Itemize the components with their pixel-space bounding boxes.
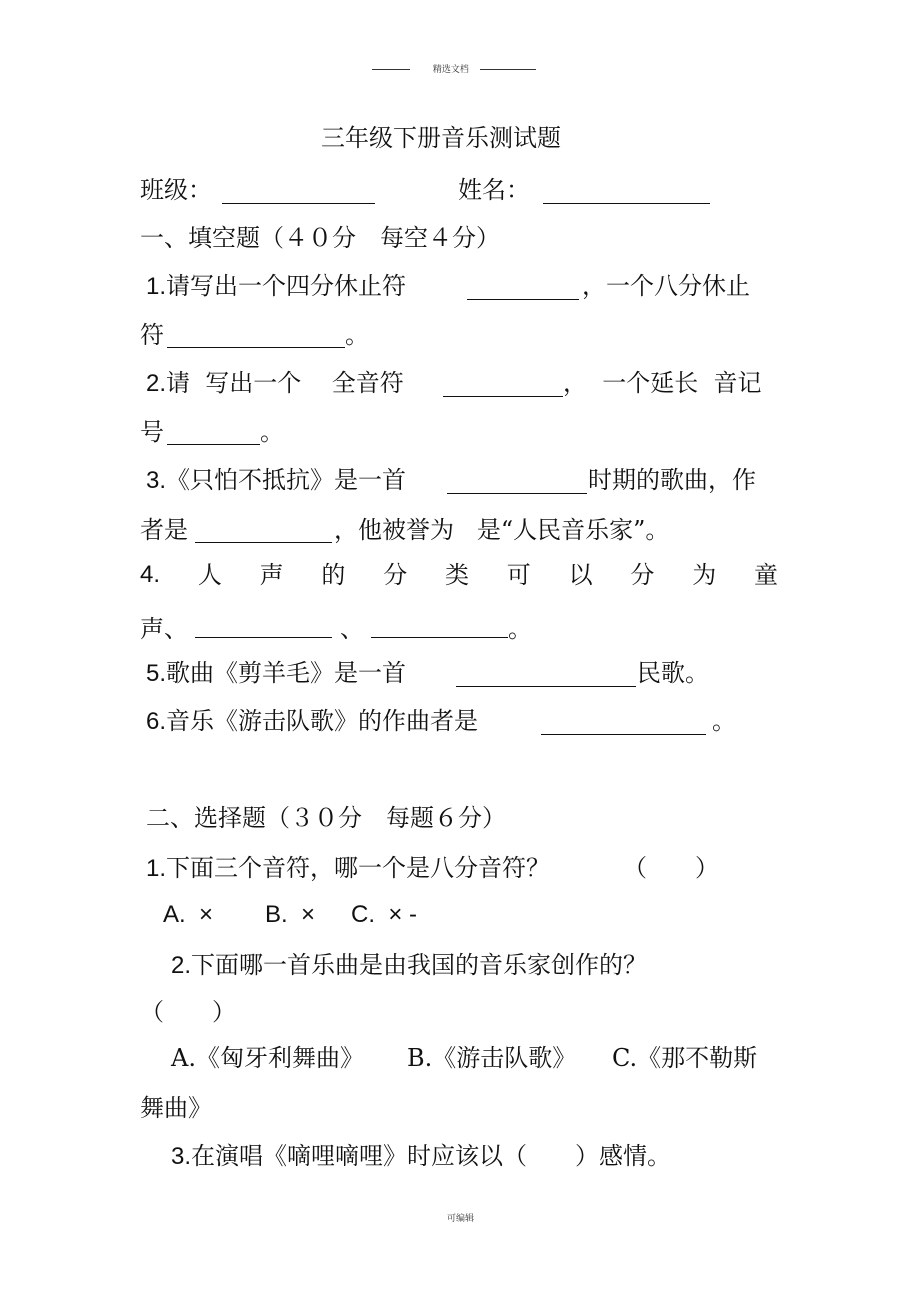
s2-q3-line1	[171, 1144, 671, 1169]
header-label: 精选文档	[432, 65, 469, 75]
question-char: 声	[259, 561, 284, 589]
s1-q1-text-d: 。	[345, 321, 369, 349]
question-number: 2.	[146, 370, 167, 397]
s1-q6-line1	[146, 709, 478, 734]
question-text: 歌曲《剪羊毛》是一首	[166, 659, 407, 687]
s2-q2-option-c-cont: 舞曲》	[140, 1094, 212, 1122]
question-char: 的	[321, 561, 346, 589]
s1-q4-text-d: 。	[508, 615, 532, 643]
question-number: 3.	[146, 467, 167, 494]
s1-q4-sep: 、	[340, 615, 364, 643]
s1-q4-blank-1[interactable]	[195, 637, 332, 638]
s1-q1-blank-2[interactable]	[167, 347, 345, 348]
s1-q2-text-b: ， 一个延长 音记	[563, 369, 762, 397]
question-text: 在演唱《嘀哩嘀哩》时应该以（ ）感情。	[191, 1142, 672, 1170]
s2-q1-line1	[146, 856, 550, 881]
question-number: 4.	[140, 561, 161, 588]
s1-q2-text-d: 。	[260, 418, 284, 446]
s2-q2-option-b[interactable]: B.《游击队歌》	[407, 1044, 577, 1072]
s1-q2-line1	[146, 371, 404, 396]
s1-q5-line1	[146, 661, 406, 686]
s2-q1-option-c[interactable]: C. × -	[351, 901, 418, 928]
s1-q1-line1	[146, 274, 406, 299]
page-header	[372, 66, 536, 75]
question-text: 请写出一个四分休止符	[166, 272, 407, 300]
question-number: 1.	[146, 855, 167, 882]
s2-q2-answer-paren[interactable]: （ ）	[140, 998, 236, 1026]
s1-q1-text-b: ，一个八分休止	[582, 272, 750, 300]
s1-q2-blank-1[interactable]	[443, 396, 563, 397]
question-char: 为	[692, 561, 717, 589]
s1-q3-text-b: 时期的歌曲，作	[588, 466, 756, 494]
s1-q5-text-b: 民歌。	[637, 659, 709, 687]
question-text: 音乐《游击队歌》的作曲者是	[166, 707, 479, 735]
s1-q1-text-c: 符	[140, 321, 164, 349]
s1-q2-text-c: 号	[140, 418, 164, 446]
name-blank[interactable]	[543, 203, 710, 204]
s1-q3-text-d: ，他被誉为 是“人民音乐家”。	[334, 516, 670, 544]
question-char: 人	[197, 561, 222, 589]
question-number: 3.	[171, 1143, 192, 1170]
question-text: 请 写出一个 全音符	[166, 369, 404, 397]
s2-q2-option-c[interactable]: C.《那不勒斯	[612, 1044, 758, 1072]
class-blank[interactable]	[222, 203, 375, 204]
s1-q6-text-b: 。	[712, 707, 736, 735]
question-number: 5.	[146, 660, 167, 687]
s2-q2-option-a[interactable]: A.《匈牙利舞曲》	[171, 1044, 364, 1072]
header-rule-left	[372, 69, 410, 70]
s2-q2-line1	[171, 953, 647, 978]
question-char: 类	[445, 561, 469, 589]
s1-q5-blank[interactable]	[456, 686, 636, 687]
question-text: 下面哪一首乐曲是由我国的音乐家创作的？	[191, 951, 648, 979]
question-char: 分	[383, 561, 408, 589]
s2-q1-option-b[interactable]: B. ×	[265, 901, 316, 928]
page-title: 三年级下册音乐测试题	[321, 124, 561, 152]
s1-q2-blank-2[interactable]	[167, 444, 260, 445]
s1-q3-blank-2[interactable]	[195, 542, 332, 543]
s1-q6-blank[interactable]	[541, 734, 706, 735]
question-number: 6.	[146, 708, 167, 735]
section1-heading: 一、填空题（４０分 每空４分）	[140, 224, 500, 252]
s1-q4-line1	[140, 563, 778, 587]
question-char: 童	[753, 561, 778, 589]
header-rule-right	[480, 69, 536, 70]
question-number: 1.	[146, 273, 167, 300]
s2-q1-option-a[interactable]: A. ×	[163, 901, 214, 928]
question-number: 2.	[171, 952, 192, 979]
page-footer: 可编辑	[447, 1214, 475, 1224]
question-char: 可	[506, 561, 531, 589]
s1-q1-blank-1[interactable]	[467, 299, 579, 300]
s1-q3-blank-1[interactable]	[447, 493, 587, 494]
name-label: 姓名：	[458, 176, 530, 204]
s1-q3-text-c: 者是	[140, 516, 188, 544]
s1-q4-blank-2[interactable]	[371, 637, 508, 638]
s1-q3-line1	[146, 468, 406, 493]
s1-q4-text-c: 声、	[140, 615, 188, 643]
question-text: 下面三个音符，哪一个是八分音符？	[166, 854, 551, 882]
question-char: 分	[630, 561, 655, 589]
class-label: 班级：	[140, 176, 212, 204]
question-char: 以	[568, 561, 593, 589]
s2-q1-answer-paren[interactable]: （ ）	[623, 854, 719, 882]
question-text: 《只怕不抵抗》是一首	[166, 466, 407, 494]
section2-heading: 二、选择题（３０分 每题６分）	[146, 804, 506, 832]
